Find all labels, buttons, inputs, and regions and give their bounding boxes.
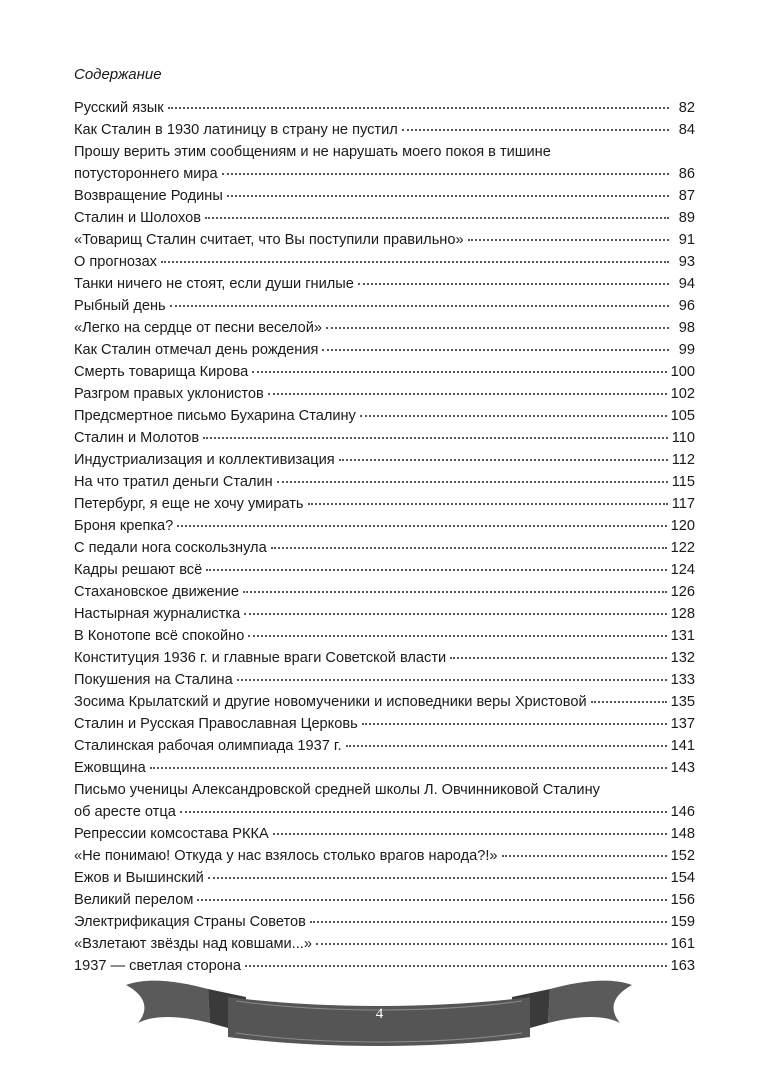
dot-leader — [161, 260, 669, 263]
toc-entry-page: 115 — [671, 474, 695, 490]
toc-entry-page: 159 — [670, 914, 695, 930]
dot-leader — [591, 700, 667, 703]
toc-entry — [74, 273, 695, 295]
toc-entry — [74, 207, 695, 229]
toc-entry — [74, 119, 695, 141]
dot-leader — [252, 370, 666, 373]
toc-entry-page: 143 — [670, 760, 695, 776]
toc-entry-title: Сталин и Молотов — [74, 430, 200, 446]
toc-entry-page: 112 — [671, 452, 695, 468]
toc-entry-title: Электрификация Страны Советов — [74, 914, 306, 930]
dot-leader — [206, 568, 666, 571]
toc-entry-page: 110 — [671, 430, 695, 446]
dot-leader — [168, 106, 669, 109]
toc-entry-title: Сталин и Русская Православная Церковь — [74, 716, 358, 732]
toc-entry-title: Как Сталин отмечал день рождения — [74, 342, 319, 358]
dot-leader — [248, 634, 666, 637]
toc-entry — [74, 757, 695, 779]
dot-leader — [402, 128, 669, 131]
toc-entry-title: Ежов и Вышинский — [74, 870, 204, 886]
dot-leader — [322, 348, 669, 351]
toc-entry-title: Русский язык — [74, 100, 164, 116]
toc-entry — [74, 625, 695, 647]
toc-entry-title: потустороннего мира — [74, 166, 218, 182]
toc-entry — [74, 185, 695, 207]
toc-entry — [74, 141, 695, 185]
toc-entry — [74, 691, 695, 713]
toc-entry — [74, 449, 695, 471]
toc-entry — [74, 911, 695, 933]
toc-entry — [74, 317, 695, 339]
toc-entry-title: О прогнозах — [74, 254, 157, 270]
dot-leader — [277, 480, 668, 483]
toc-entry — [74, 251, 695, 273]
toc-entry — [74, 735, 695, 757]
dot-leader — [450, 656, 666, 659]
dot-leader — [316, 942, 667, 945]
toc-entry-page: 137 — [670, 716, 695, 732]
toc-entry-page: 117 — [671, 496, 695, 512]
toc-entry-title: Кадры решают всё — [74, 562, 203, 578]
toc-entry — [74, 647, 695, 669]
toc-entry-title: Сталин и Шолохов — [74, 210, 201, 226]
toc-entry — [74, 515, 695, 537]
dot-leader — [150, 766, 667, 769]
dot-leader — [308, 502, 668, 505]
toc-entry-title: Конституция 1936 г. и главные враги Советской власти — [74, 650, 447, 666]
toc-entry-title: Предсмертное письмо Бухарина Сталину — [74, 408, 356, 424]
toc-entry-page: 105 — [670, 408, 695, 424]
toc-entry-title: Смерть товарища Кирова — [74, 364, 249, 380]
toc-entry — [74, 603, 695, 625]
toc-entry-page: 94 — [678, 276, 695, 292]
toc-entry-page: 132 — [670, 650, 695, 666]
dot-leader — [273, 832, 667, 835]
toc-entry-page: 148 — [670, 826, 695, 842]
toc-entry-title: Ежовщина — [74, 760, 146, 776]
dot-leader — [205, 216, 669, 219]
toc-entry — [74, 823, 695, 845]
dot-leader — [310, 920, 667, 923]
toc-entry-page: 93 — [678, 254, 695, 270]
toc-entry-title-line1: Прошу верить этим сообщениям и не нарушать моего покоя в тишине — [74, 144, 551, 160]
toc-entry — [74, 779, 695, 823]
toc-entry — [74, 493, 695, 515]
toc-entry-title: Разгром правых уклонистов — [74, 386, 264, 402]
toc-entry-page: 100 — [670, 364, 695, 380]
toc-entry-page: 86 — [678, 166, 695, 182]
dot-leader — [362, 722, 667, 725]
toc-entry-title: Танки ничего не стоят, если души гнилые — [74, 276, 354, 292]
dot-leader — [197, 898, 666, 901]
dot-leader — [180, 810, 667, 813]
toc-entry-title: Как Сталин в 1930 латиницу в страну не пустил — [74, 122, 398, 138]
toc-entry-title: С педали нога соскользнула — [74, 540, 267, 556]
toc-entry-page: 126 — [670, 584, 695, 600]
toc-entry — [74, 295, 695, 317]
dot-leader — [468, 238, 669, 241]
toc-entry-page: 163 — [670, 958, 695, 974]
dot-leader — [346, 744, 667, 747]
toc-entry-page: 124 — [670, 562, 695, 578]
toc-entry-page: 156 — [670, 892, 695, 908]
toc-entry — [74, 537, 695, 559]
toc-entry — [74, 97, 695, 119]
toc-entry-title: «Легко на сердце от песни веселой» — [74, 320, 322, 336]
toc-entry — [74, 581, 695, 603]
toc-entry-title: об аресте отца — [74, 804, 176, 820]
toc-entry — [74, 845, 695, 867]
toc-entry-page: 91 — [678, 232, 695, 248]
dot-leader — [244, 612, 666, 615]
dot-leader — [227, 194, 669, 197]
dot-leader — [203, 436, 668, 439]
toc-entry — [74, 867, 695, 889]
toc-entry-title: Великий перелом — [74, 892, 194, 908]
toc-entry-page: 161 — [670, 936, 695, 952]
toc-entry-page: 122 — [670, 540, 695, 556]
toc-entry-title: «Не понимаю! Откуда у нас взялось столько врагов народа?!» — [74, 848, 498, 864]
toc-entry-title: «Товарищ Сталин считает, что Вы поступили правильно» — [74, 232, 464, 248]
dot-leader — [339, 458, 668, 461]
dot-leader — [177, 524, 666, 527]
toc-entry-title-line1: Письмо ученицы Александровской средней школы Л. Овчинниковой Сталину — [74, 782, 600, 798]
toc-entry-title: Индустриализация и коллективизация — [74, 452, 335, 468]
toc-entry-title: Репрессии комсостава РККА — [74, 826, 269, 842]
page-number: 4 — [375, 1006, 384, 1022]
dot-leader — [208, 876, 667, 879]
toc-entry-page: 120 — [670, 518, 695, 534]
toc-entry-page: 131 — [670, 628, 695, 644]
toc-entry-page: 89 — [678, 210, 695, 226]
toc-entry-page: 82 — [678, 100, 695, 116]
toc-entry-title: Броня крепка? — [74, 518, 174, 534]
toc-entry-title: 1937 — светлая сторона — [74, 958, 241, 974]
dot-leader — [502, 854, 667, 857]
dot-leader — [243, 590, 667, 593]
toc-entry-title: «Взлетают звёзды над ковшами...» — [74, 936, 312, 952]
dot-leader — [237, 678, 667, 681]
toc-entry-page: 141 — [670, 738, 695, 754]
toc-entry-title: Рыбный день — [74, 298, 166, 314]
toc-entry-page: 98 — [678, 320, 695, 336]
toc-entry-page: 96 — [678, 298, 695, 314]
toc-entry — [74, 889, 695, 911]
dot-leader — [326, 326, 669, 329]
toc-entry-page: 99 — [678, 342, 695, 358]
toc-entry — [74, 405, 695, 427]
toc-entry-page: 154 — [670, 870, 695, 886]
toc-entry — [74, 669, 695, 691]
table-of-contents — [74, 97, 695, 977]
toc-entry-page: 135 — [670, 694, 695, 710]
toc-entry — [74, 713, 695, 735]
toc-entry-title: Сталинская рабочая олимпиада 1937 г. — [74, 738, 342, 754]
toc-entry — [74, 933, 695, 955]
toc-entry-title: Петербург, я еще не хочу умирать — [74, 496, 304, 512]
toc-entry-page: 133 — [670, 672, 695, 688]
toc-heading: Содержание — [74, 66, 162, 83]
toc-entry-title: Зосима Крылатский и другие новомученики и исповедники веры Христовой — [74, 694, 587, 710]
toc-entry-title: Возвращение Родины — [74, 188, 223, 204]
toc-entry-page: 152 — [670, 848, 695, 864]
toc-entry — [74, 339, 695, 361]
toc-entry-page: 87 — [678, 188, 695, 204]
toc-entry — [74, 471, 695, 493]
toc-entry — [74, 383, 695, 405]
toc-entry — [74, 229, 695, 251]
toc-entry-title: Покушения на Сталина — [74, 672, 233, 688]
toc-entry-page: 102 — [670, 386, 695, 402]
dot-leader — [268, 392, 667, 395]
dot-leader — [271, 546, 667, 549]
dot-leader — [358, 282, 669, 285]
toc-entry-title: Стахановское движение — [74, 584, 239, 600]
toc-entry-title: Настырная журналистка — [74, 606, 241, 622]
dot-leader — [170, 304, 669, 307]
toc-entry — [74, 361, 695, 383]
toc-entry-title: В Конотопе всё спокойно — [74, 628, 245, 644]
toc-entry — [74, 427, 695, 449]
toc-entry-page: 128 — [670, 606, 695, 622]
dot-leader — [360, 414, 667, 417]
toc-entry-page: 146 — [670, 804, 695, 820]
dot-leader — [222, 172, 669, 175]
toc-entry-page: 84 — [678, 122, 695, 138]
toc-entry — [74, 559, 695, 581]
toc-entry-title: На что тратил деньги Сталин — [74, 474, 273, 490]
